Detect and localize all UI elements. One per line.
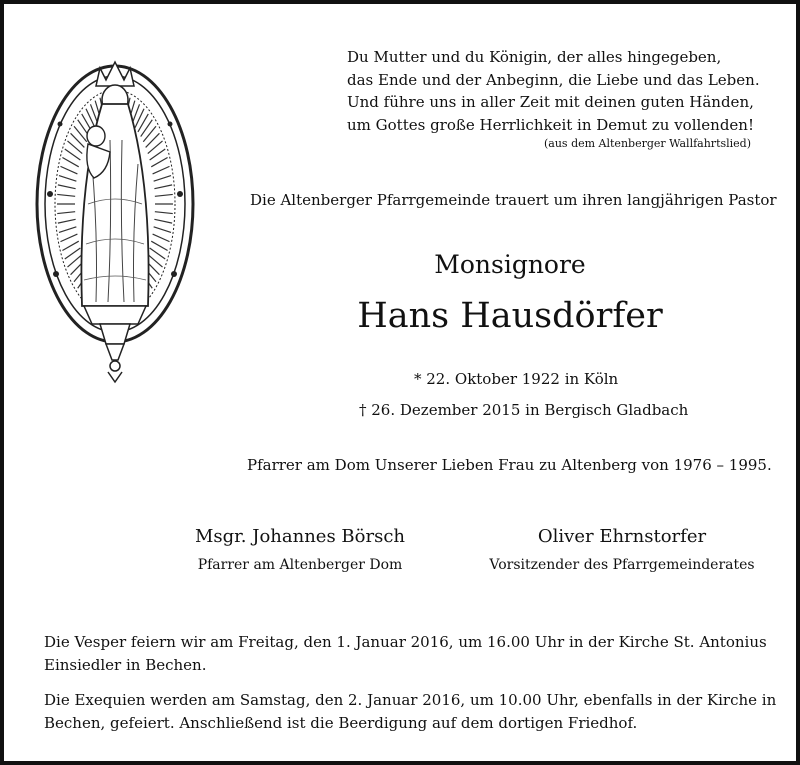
poem: [347, 46, 760, 136]
poem-line: Du Mutter und du Königin, der alles hingegeben,: [347, 48, 722, 66]
poem-line: um Gottes große Herrlichkeit in Demut zu vollenden!: [347, 115, 754, 134]
signatory-name: Oliver Ehrnstorfer: [537, 526, 707, 547]
signatory-role: Pfarrer am Altenberger Dom: [197, 557, 403, 573]
paragraph-line: Einsiedler in Bechen.: [44, 655, 207, 674]
signatory-role: Vorsitzender des Pfarrgemeinderates: [489, 557, 755, 573]
vesper-paragraph: [44, 631, 767, 676]
poem-line: Und führe uns in aller Zeit mit deinen guten Händen,: [347, 93, 754, 111]
paragraph-line: Bechen, gefeiert. Anschließend ist die Beerdigung auf dem dortigen Friedhof.: [44, 713, 638, 732]
signatory-name: Msgr. Johannes Börsch: [194, 526, 405, 547]
mourning-text: Die Altenberger Pfarrgemeinde trauert um ihren langjährigen Pastor: [250, 191, 777, 209]
poem-line: das Ende und der Anbeginn, die Liebe und das Leben.: [347, 70, 760, 89]
poem-source: (aus dem Altenberger Wallfahrtslied): [544, 137, 752, 150]
death-date: † 26. Dezember 2015 in Bergisch Gladbach: [359, 401, 689, 419]
deceased-title: Monsignore: [434, 250, 586, 279]
birth-date: * 22. Oktober 1922 in Köln: [414, 370, 619, 388]
exequien-paragraph: [44, 689, 776, 734]
paragraph-line: Die Vesper feiern wir am Freitag, den 1. Januar 2016, um 16.00 Uhr in der Kirche St. Antonius: [44, 633, 767, 651]
office-text: Pfarrer am Dom Unserer Lieben Frau zu Altenberg von 1976 – 1995.: [247, 456, 772, 474]
deceased-name: Hans Hausdörfer: [357, 296, 663, 336]
paragraph-line: Die Exequien werden am Samstag, den 2. Januar 2016, um 10.00 Uhr, ebenfalls in der Kirche in: [44, 691, 777, 709]
